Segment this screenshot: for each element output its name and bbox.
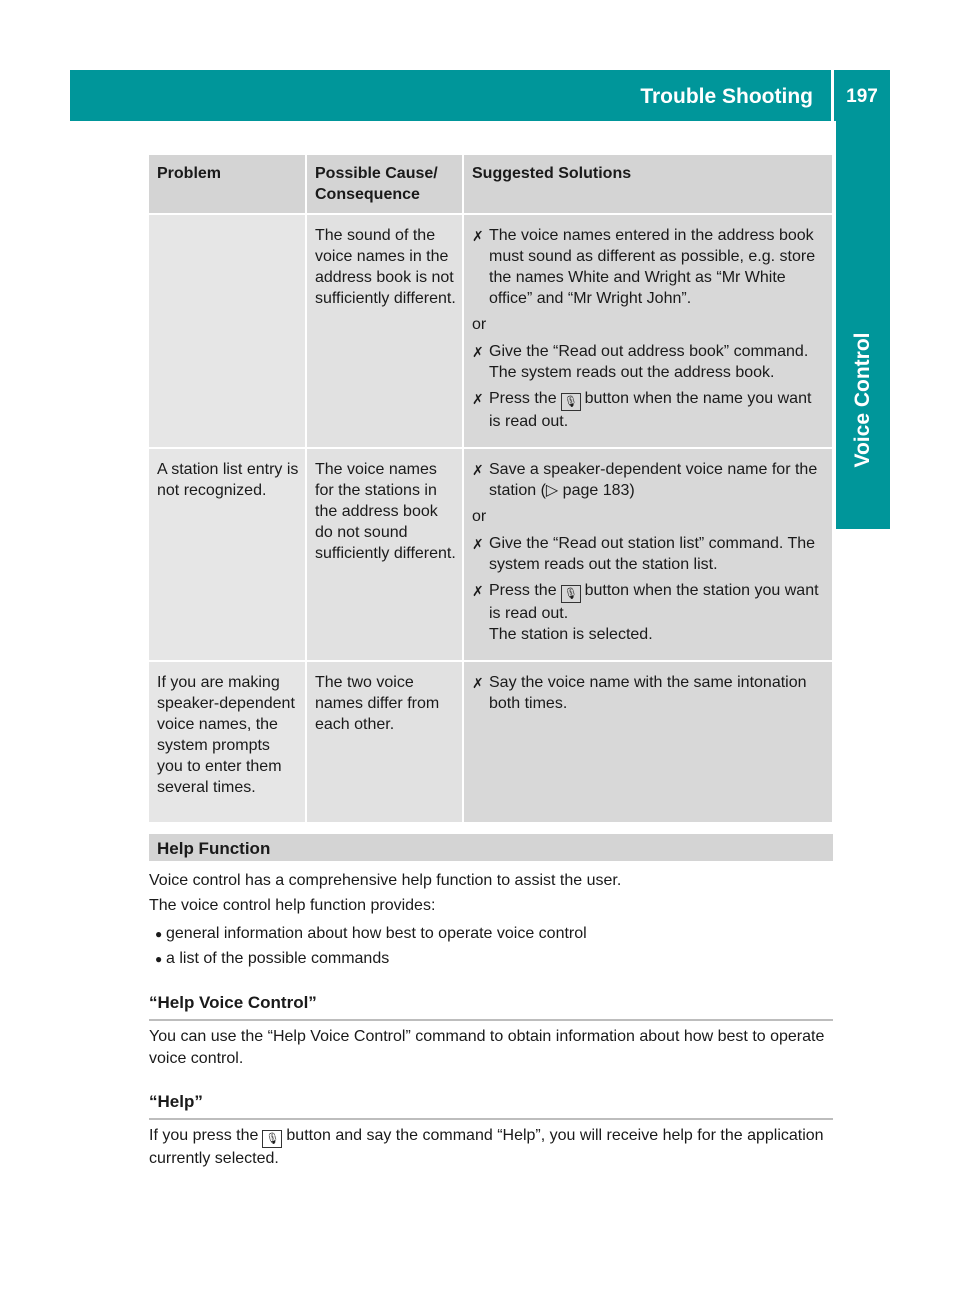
step-text: Say the voice name with the same intonation both times. (489, 674, 807, 712)
table-row (149, 661, 833, 823)
list-item (155, 923, 587, 945)
solution-step (472, 672, 826, 714)
solution-step (472, 341, 826, 383)
section-title: Trouble Shooting (640, 85, 813, 108)
column-header-solutions: Suggested Solutions (463, 155, 833, 214)
help-provides: The voice control help function provides: (149, 897, 436, 914)
problem-cell: A station list entry is not recognized. (149, 448, 306, 661)
solution-step (472, 388, 826, 432)
arrow-icon: ✗ (472, 462, 484, 478)
solution-step (472, 533, 826, 575)
solutions-cell (463, 214, 833, 448)
step-text: The voice names entered in the address book must sound as different as possible, e.g. store the names White and Wright as “Mr White office” and “Mr Wright John”. (489, 227, 816, 307)
arrow-icon: ✗ (472, 344, 484, 360)
cause-cell: The voice names for the stations in the address book do not sound sufficiently different. (306, 448, 463, 661)
talk-button-icon: 🎙 (561, 393, 581, 411)
chapter-marker (836, 475, 890, 529)
help-intro: Voice control has a comprehensive help function to assist the user. (149, 872, 622, 889)
arrow-icon: ✗ (472, 583, 484, 599)
page-number: 197 (846, 86, 878, 107)
step-text-pre: Press the (489, 390, 557, 407)
help-voice-control-heading: “Help Voice Control” (149, 993, 833, 1021)
step-text: Give the “Read out station list” command. The system reads out the station list. (489, 535, 816, 573)
help-function-heading: Help Function (149, 834, 833, 861)
bullet-icon: ● (155, 952, 163, 966)
solutions-cell (463, 448, 833, 661)
help-text-pre: If you press the (149, 1127, 259, 1144)
solution-step (472, 225, 826, 309)
problem-cell: If you are making speaker-dependent voice names, the system prompts you to enter them several times. (149, 661, 306, 823)
arrow-icon: ✗ (472, 391, 484, 407)
list-item (155, 948, 389, 970)
cause-cell: The two voice names differ from each other. (306, 661, 463, 823)
talk-button-icon: 🎙 (262, 1130, 282, 1148)
step-text: Give the “Read out address book” command. The system reads out the address book. (489, 343, 809, 381)
help-voice-control-text: You can use the “Help Voice Control” command to obtain information about how best to operate voice control. (149, 1028, 825, 1067)
list-item-text: general information about how best to operate voice control (166, 925, 587, 942)
help-text-post: button and say the command “Help”, you will receive help for the application currently selected. (149, 1127, 824, 1167)
list-item-text: a list of the possible commands (166, 950, 390, 967)
step-text-post: button when the name you want is read out. (489, 390, 812, 430)
trouble-shooting-table (149, 155, 834, 824)
help-text (149, 1125, 833, 1170)
arrow-icon: ✗ (472, 675, 484, 691)
column-header-cause: Possible Cause/ Consequence (306, 155, 463, 214)
table-row (149, 214, 833, 448)
cause-cell: The sound of the voice names in the address book is not sufficiently different. (306, 214, 463, 448)
bullet-icon: ● (155, 927, 163, 941)
column-header-problem: Problem (149, 155, 306, 214)
step-text-pre: Press the (489, 582, 557, 599)
step-text: Save a speaker-dependent voice name for the station (▷ page 183) (489, 461, 818, 499)
or-label: or (472, 316, 487, 333)
chapter-tab-label: Voice Control (851, 332, 874, 468)
arrow-icon: ✗ (472, 536, 484, 552)
solution-step (472, 459, 826, 501)
or-label: or (472, 508, 487, 525)
solutions-cell (463, 661, 833, 823)
arrow-icon: ✗ (472, 228, 484, 244)
problem-cell (149, 214, 306, 448)
table-row (149, 448, 833, 661)
help-heading: “Help” (149, 1092, 833, 1120)
step-result: The station is selected. (489, 626, 653, 643)
table-header-row (149, 155, 833, 214)
talk-button-icon: 🎙 (561, 585, 581, 603)
step-text-post: button when the station you want is read out. (489, 582, 819, 622)
solution-step (472, 580, 826, 645)
